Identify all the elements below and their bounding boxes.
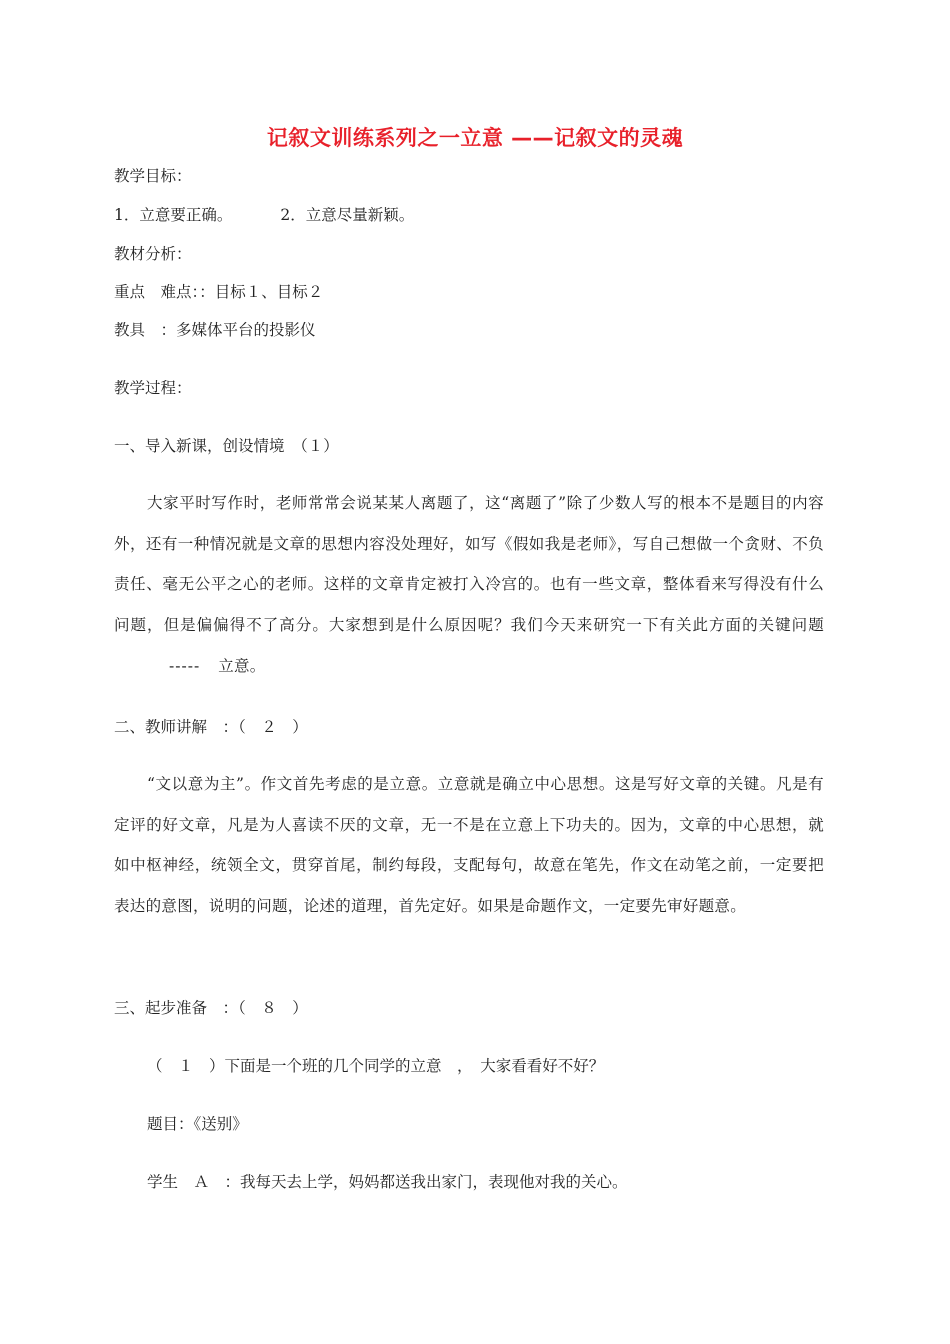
topic-line: 题目：《送别》 <box>147 1115 248 1133</box>
section1-dashes: ----- <box>169 656 201 675</box>
section2-paragraph: “文以意为主”。作文首先考虑的是立意。立意就是确立中心思想。这是写好文章的关键。凡是有定评的好文章，凡是为人喜读不厌的文章，无一不是在立意上下功夫的。因为，文章的中心思想，就如中枢神经，统领全文，贯穿首尾，制约每段，支配每句，故意在笔先，作文在动笔之前，一定要把表达的意图，说明的问题，论述的道理，首先定好。如果是命题作文，一定要先审好题意。 <box>114 775 824 916</box>
document-title: 记叙文训练系列之一立意 ——记叙文的灵魂 <box>266 126 684 150</box>
section1-heading: 一、导入新课，创设情境 （１） <box>114 437 339 455</box>
section1-paragraph <box>114 483 824 687</box>
analysis-heading: 教材分析： <box>114 245 192 263</box>
objective-item-2: 2．立意尽量新颖。 <box>280 206 415 224</box>
section3-heading: 三、起步准备 ：（ ８ ） <box>114 999 308 1017</box>
objective-item-1: 1．立意要正确。 <box>114 206 233 224</box>
objectives-heading: 教学目标： <box>114 167 192 185</box>
key-points-line: 重点 难点：：目标１、目标２ <box>114 283 324 301</box>
student-a-line: 学生 Ａ ：我每天去上学，妈妈都送我出家门，表现他对我的关心。 <box>147 1173 628 1191</box>
section3-item-1: （ １ ）下面是一个班的几个同学的立意 ， 大家看看好不好？ <box>147 1057 605 1075</box>
objectives-list <box>114 205 414 225</box>
section2-heading: 二、教师讲解 ：（ ２ ） <box>114 718 308 736</box>
section1-paragraph-end: 立意。 <box>218 656 266 675</box>
process-heading: 教学过程： <box>114 379 192 397</box>
section1-paragraph-text: 大家平时写作时，老师常常会说某某人离题了，这“离题了”除了少数人写的根本不是题目的内容外，还有一种情况就是文章的思想内容没处理好，如写《假如我是老师》，写自己想做一个贪财、不负责任、毫无公平之心的老师。这样的文章肯定被打入冷宫的。也有一些文章，整体看来写得没有什么问题，但是偏偏得不了高分。大家想到是什么原因呢？我们今天来研究一下有关此方面的关键问题 <box>114 494 824 635</box>
tools-line: 教具 ：多媒体平台的投影仪 <box>114 321 316 339</box>
